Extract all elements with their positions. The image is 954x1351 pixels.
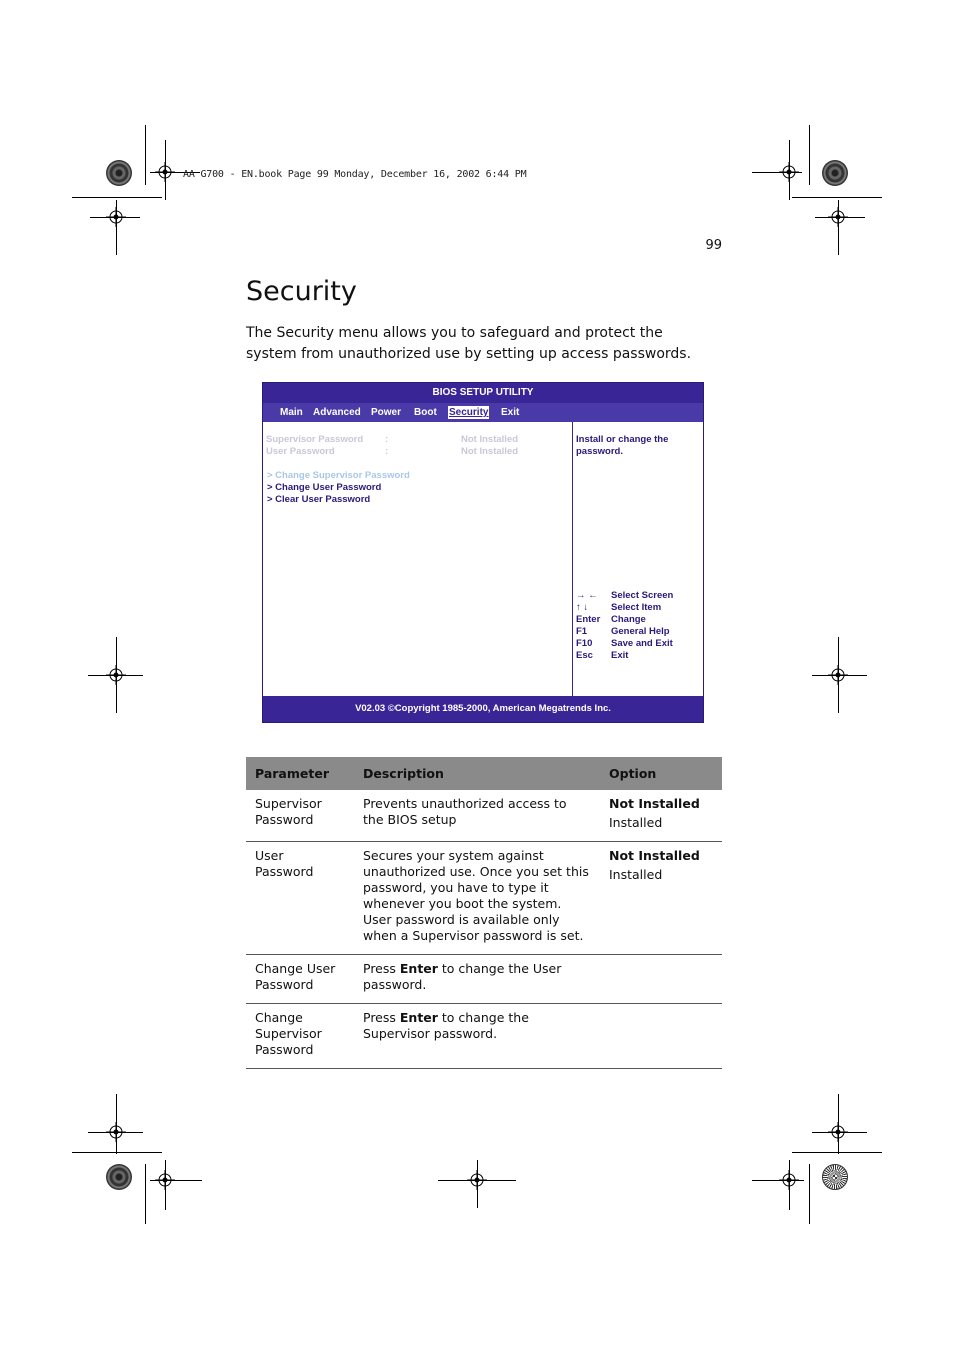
crop-line [838, 200, 839, 255]
row-parameter: Change User Password [246, 955, 354, 1004]
description-key: Enter [399, 961, 438, 976]
bios-key: Esc [576, 650, 593, 661]
bios-menu-advanced[interactable]: Advanced [313, 407, 361, 418]
crop-line [792, 1152, 882, 1153]
bios-key-action: Select Item [611, 602, 662, 613]
description-key: Enter [399, 1010, 438, 1025]
bios-key-action: Exit [611, 650, 629, 661]
crop-line [789, 1160, 790, 1210]
page-title: Security [246, 276, 357, 307]
crop-line [809, 125, 810, 185]
header-description: Description [354, 757, 600, 790]
crop-line [165, 140, 166, 200]
crop-line [88, 675, 143, 676]
crop-line [88, 1132, 143, 1133]
bios-menu-security[interactable]: Security [449, 407, 489, 418]
bios-field-sep: : [385, 446, 389, 457]
crop-line [815, 217, 865, 218]
bios-key-action: Save and Exit [611, 638, 673, 649]
bios-menu-boot[interactable]: Boot [414, 407, 437, 418]
bios-menu-bar [263, 403, 703, 422]
bios-key-action: Select Screen [611, 590, 674, 601]
registration-disc-icon [822, 1164, 848, 1190]
bios-menu-power[interactable]: Power [371, 407, 402, 418]
row-description [354, 790, 600, 842]
crop-line [145, 1164, 146, 1224]
bios-menu-exit[interactable]: Exit [501, 407, 520, 418]
bios-action-clear-user-password[interactable]: > Clear User Password [267, 494, 371, 505]
bios-key: F1 [576, 626, 588, 637]
description-text: Press [363, 1010, 400, 1025]
crop-line [812, 675, 867, 676]
bios-footer: V02.03 ©Copyright 1985-2000, American Megatrends Inc. [263, 696, 703, 722]
row-description [354, 842, 600, 955]
row-parameter: User Password [246, 842, 354, 955]
bios-key-action: Change [611, 614, 646, 625]
crop-line [838, 1094, 839, 1154]
description-text: Press [363, 961, 400, 976]
option-alternative: Installed [609, 867, 663, 882]
header-parameter: Parameter [246, 757, 354, 790]
bios-field-value: Not Installed [461, 434, 519, 445]
bios-field-label: Supervisor Password [266, 434, 364, 445]
bios-key: ↑ ↓ [576, 602, 589, 613]
crop-line [789, 140, 790, 200]
crop-line [150, 1180, 202, 1181]
page-number: 99 [705, 238, 722, 253]
bios-key: → ← [576, 590, 598, 601]
crop-line [145, 125, 146, 185]
option-default: Not Installed [609, 796, 700, 811]
bios-field-value: Not Installed [461, 446, 519, 457]
bios-menu-main[interactable]: Main [280, 407, 303, 418]
description-text: to change the Supervisor password. [363, 1010, 529, 1041]
crop-line [752, 172, 802, 173]
row-description [354, 955, 600, 1004]
row-option [600, 842, 722, 955]
table-row [246, 790, 722, 842]
bios-field-label: User Password [266, 446, 335, 457]
table-row [246, 955, 722, 1004]
crop-line [809, 1164, 810, 1224]
bios-key-action: General Help [611, 626, 670, 637]
bios-action-change-supervisor-password[interactable]: > Change Supervisor Password [267, 470, 410, 481]
crop-line [165, 1160, 166, 1210]
crop-line [90, 217, 140, 218]
bios-action-change-user-password[interactable]: > Change User Password [267, 482, 382, 493]
crop-line [116, 1094, 117, 1154]
parameter-table [246, 757, 722, 1069]
registration-disc-icon [822, 160, 848, 186]
registration-disc-icon [106, 1164, 132, 1190]
row-description [354, 1004, 600, 1069]
row-parameter: Change Supervisor Password [246, 1004, 354, 1069]
crop-line [72, 1152, 162, 1153]
crop-line [477, 1160, 478, 1208]
description-text: to change the User password. [363, 961, 562, 992]
option-default: Not Installed [609, 848, 700, 863]
crop-line [812, 1132, 867, 1133]
row-option [600, 790, 722, 842]
crop-line [792, 197, 882, 198]
bios-field-sep: : [385, 434, 389, 445]
crop-line [72, 197, 162, 198]
bios-key: Enter [576, 614, 601, 625]
bios-screenshot [262, 382, 704, 723]
crop-line [116, 200, 117, 255]
row-option [600, 955, 722, 1004]
header-slug: AA G700 - EN.book Page 99 Monday, December 16, 2002 6:44 PM [183, 169, 527, 180]
bios-key: F10 [576, 638, 593, 649]
bios-panel-divider [572, 422, 573, 698]
intro-paragraph: The Security menu allows you to safeguard and protect the system from unauthorized use by setting up access passwords. [246, 325, 692, 362]
header-option: Option [600, 757, 722, 790]
row-parameter: Supervisor Password [246, 790, 354, 842]
option-alternative: Installed [609, 815, 663, 830]
bios-title: BIOS SETUP UTILITY [263, 383, 703, 403]
row-option [600, 1004, 722, 1069]
table-row [246, 842, 722, 955]
bios-help-text: Install or change the password. [576, 434, 669, 457]
table-row [246, 1004, 722, 1069]
crop-line [752, 1180, 804, 1181]
description-text: Prevents unauthorized access to the BIOS setup [363, 796, 567, 827]
registration-disc-icon [106, 160, 132, 186]
table-header-row [246, 757, 722, 790]
description-text: Secures your system against unauthorized use. Once you set this password, you have to type it whenever you boot the system. User password is available only when a Supervisor password is set. [363, 848, 589, 943]
